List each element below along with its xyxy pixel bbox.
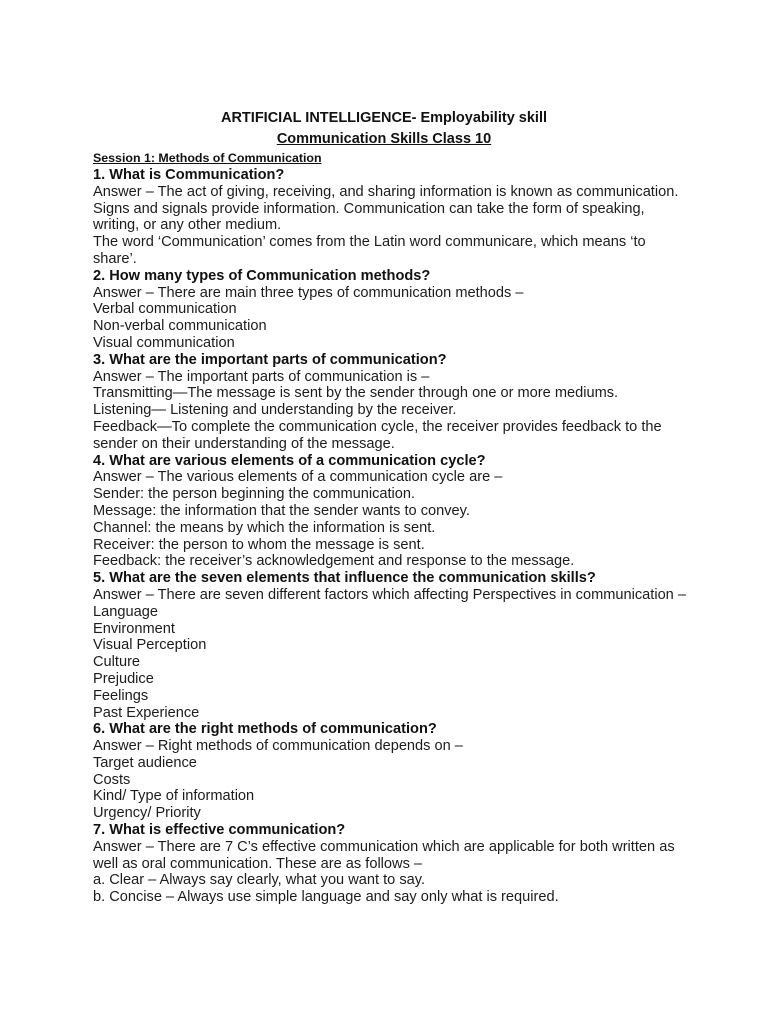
- question-heading: 3. What are the important parts of communication?: [93, 351, 447, 368]
- answer-line: Answer – The act of giving, receiving, and sharing information is known as communication. Signs and signals provide information. Communication can take the form of speaking, writing, or any other medium.: [93, 183, 679, 234]
- question-heading: 1. What is Communication?: [93, 167, 285, 183]
- answer-line: Answer – There are main three types of communication methods –: [93, 284, 524, 301]
- answer-line: Message: the information that the sender wants to convey.: [93, 502, 470, 519]
- answer-line: Sender: the person beginning the communication.: [93, 486, 416, 503]
- answer-line: Feedback: the receiver’s acknowledgement and response to the message.: [93, 553, 575, 570]
- answer-line: Past Experience: [93, 704, 200, 721]
- answer-line: Kind/ Type of information: [93, 788, 255, 805]
- question-heading: 5. What are the seven elements that influence the communication skills?: [93, 570, 596, 587]
- answer-line: Costs: [93, 771, 131, 788]
- document-title: ARTIFICIAL INTELLIGENCE- Employability skill: [220, 110, 548, 126]
- question-heading: 4. What are various elements of a communication cycle?: [93, 452, 486, 469]
- answer-line: Feelings: [93, 687, 149, 704]
- answer-line: b. Concise – Always use simple language and say only what is required.: [93, 889, 559, 906]
- question-heading: 2. How many types of Communication methods?: [93, 267, 431, 284]
- qa-list: [93, 167, 693, 906]
- answer-line: Visual Perception: [93, 637, 207, 654]
- answer-line: Feedback—To complete the communication cycle, the receiver provides feedback to the sender on their understanding of the message.: [93, 418, 662, 452]
- document-header: [0, 108, 768, 150]
- question-heading: 7. What is effective communication?: [93, 822, 346, 839]
- answer-line: Answer – There are seven different factors which affecting Perspectives in communication –: [93, 586, 686, 603]
- document-subtitle: Communication Skills Class 10: [276, 131, 492, 147]
- answer-line: The word ‘Communication’ comes from the Latin word communicare, which means ‘to share’.: [93, 234, 646, 267]
- answer-line: Answer – The various elements of a communication cycle are –: [93, 469, 503, 486]
- answer-line: Environment: [93, 620, 175, 637]
- answer-line: Transmitting—The message is sent by the sender through one or more mediums.: [93, 385, 619, 402]
- answer-line: Answer – The important parts of communication is –: [93, 368, 430, 385]
- question-heading: 6. What are the right methods of communication?: [93, 721, 437, 738]
- answer-line: Target audience: [93, 754, 197, 771]
- answer-line: Non-verbal communication: [93, 318, 267, 335]
- answer-line: Verbal communication: [93, 301, 237, 318]
- session-heading: Session 1: Methods of Communication: [93, 151, 322, 165]
- answer-line: Visual communication: [93, 334, 235, 351]
- answer-line: Culture: [93, 654, 141, 671]
- document-body: [93, 150, 693, 906]
- answer-line: Language: [93, 603, 158, 620]
- answer-line: a. Clear – Always say clearly, what you want to say.: [93, 872, 426, 889]
- answer-line: Prejudice: [93, 670, 154, 687]
- answer-line: Receiver: the person to whom the message is sent.: [93, 536, 425, 553]
- answer-line: Answer – There are 7 C’s effective communication which are applicable for both written as well as oral communication. These are as follows –: [93, 838, 675, 872]
- answer-line: Channel: the means by which the information is sent.: [93, 519, 436, 536]
- answer-line: Answer – Right methods of communication depends on –: [93, 738, 463, 755]
- answer-line: Urgency/ Priority: [93, 805, 201, 822]
- answer-line: Listening— Listening and understanding by the receiver.: [93, 402, 457, 419]
